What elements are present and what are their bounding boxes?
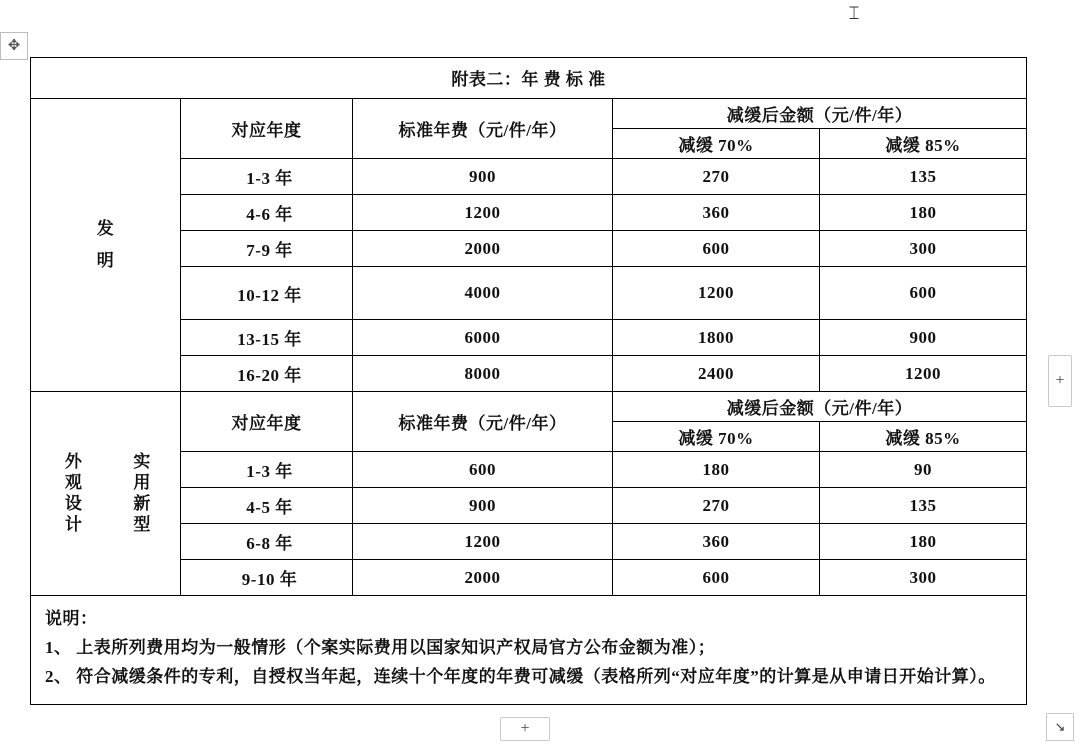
cell-reduce-85: 900 bbox=[820, 320, 1027, 356]
cell-standard-fee: 8000 bbox=[353, 356, 613, 392]
cell-reduce-70: 1800 bbox=[613, 320, 820, 356]
note-item-1: 1、 上表所列费用均为一般情形（个案实际费用以国家知识产权局官方公布金额为准）； bbox=[45, 638, 716, 658]
cell-reduce-70: 360 bbox=[613, 195, 820, 231]
cell-year-range: 4-5 年 bbox=[181, 488, 353, 524]
cell-reduce-70: 600 bbox=[613, 560, 820, 596]
cell-standard-fee: 1200 bbox=[353, 524, 613, 560]
cell-reduce-85: 180 bbox=[820, 524, 1027, 560]
cell-reduce-70: 2400 bbox=[613, 356, 820, 392]
category-invention bbox=[31, 99, 181, 392]
cell-standard-fee: 4000 bbox=[353, 267, 613, 320]
cell-reduce-70: 270 bbox=[613, 159, 820, 195]
cell-standard-fee: 2000 bbox=[353, 560, 613, 596]
add-column-handle[interactable]: + bbox=[1048, 355, 1072, 407]
header-year-range: 对应年度 bbox=[181, 99, 353, 159]
category-design-utility bbox=[31, 392, 181, 596]
note-item-2: 2、 符合减缓条件的专利，自授权当年起，连续十个年度的年费可减缓（表格所列“对应年度”的计算是从申请日开始计算）。 bbox=[45, 667, 996, 687]
cell-reduce-85: 300 bbox=[820, 231, 1027, 267]
header-year-range: 对应年度 bbox=[181, 392, 353, 452]
cell-standard-fee: 2000 bbox=[353, 231, 613, 267]
cell-year-range: 7-9 年 bbox=[181, 231, 353, 267]
header-standard-fee: 标准年费（元/件/年） bbox=[353, 99, 613, 159]
table-move-handle[interactable]: ✥ bbox=[0, 32, 28, 60]
page-title: 附表二：年 费 标 准 bbox=[31, 58, 1027, 99]
cell-reduce-85: 90 bbox=[820, 452, 1027, 488]
cell-year-range: 1-3 年 bbox=[181, 159, 353, 195]
table-row bbox=[31, 195, 1027, 231]
table-row bbox=[31, 231, 1027, 267]
table-row bbox=[31, 452, 1027, 488]
table-row bbox=[31, 159, 1027, 195]
cell-standard-fee: 900 bbox=[353, 159, 613, 195]
cell-reduce-85: 300 bbox=[820, 560, 1027, 596]
invention-header-row-1 bbox=[31, 99, 1027, 129]
design-header-row-1 bbox=[31, 392, 1027, 422]
cell-reduce-70: 1200 bbox=[613, 267, 820, 320]
notes-label: 说明： bbox=[45, 609, 98, 628]
cell-year-range: 16-20 年 bbox=[181, 356, 353, 392]
category-invention-label: 发 bbox=[96, 218, 115, 238]
fee-standard-table bbox=[30, 57, 1027, 705]
table-title-row bbox=[31, 58, 1027, 99]
header-reduce-85: 减缓 85% bbox=[820, 129, 1027, 159]
table-row bbox=[31, 356, 1027, 392]
cell-reduce-85: 600 bbox=[820, 267, 1027, 320]
header-reduce-85: 减缓 85% bbox=[820, 422, 1027, 452]
cell-year-range: 1-3 年 bbox=[181, 452, 353, 488]
table-row bbox=[31, 488, 1027, 524]
cell-reduce-70: 600 bbox=[613, 231, 820, 267]
category-invention-label-2: 明 bbox=[96, 251, 115, 270]
notes-row bbox=[31, 596, 1027, 705]
header-standard-fee: 标准年费（元/件/年） bbox=[353, 392, 613, 452]
cell-standard-fee: 600 bbox=[353, 452, 613, 488]
cell-year-range: 4-6 年 bbox=[181, 195, 353, 231]
table-row bbox=[31, 524, 1027, 560]
cell-reduce-85: 135 bbox=[820, 488, 1027, 524]
cell-standard-fee: 6000 bbox=[353, 320, 613, 356]
fee-standard-table-wrapper bbox=[30, 57, 1026, 705]
header-reduce-70: 减缓 70% bbox=[613, 129, 820, 159]
cell-year-range: 9-10 年 bbox=[181, 560, 353, 596]
cell-reduce-85: 135 bbox=[820, 159, 1027, 195]
cell-year-range: 10-12 年 bbox=[181, 267, 353, 320]
category-design-label: 外观设计 bbox=[61, 451, 81, 536]
text-cursor-caret: ⌶ bbox=[848, 3, 860, 23]
header-reduce-70: 减缓 70% bbox=[613, 422, 820, 452]
cell-reduce-85: 1200 bbox=[820, 356, 1027, 392]
header-reduced-group: 减缓后金额（元/件/年） bbox=[613, 99, 1027, 129]
table-row bbox=[31, 267, 1027, 320]
table-row bbox=[31, 560, 1027, 596]
notes-cell bbox=[31, 596, 1027, 705]
cell-year-range: 6-8 年 bbox=[181, 524, 353, 560]
add-row-handle[interactable]: + bbox=[500, 717, 550, 741]
header-reduced-group: 减缓后金额（元/件/年） bbox=[613, 392, 1027, 422]
cell-reduce-70: 270 bbox=[613, 488, 820, 524]
cell-year-range: 13-15 年 bbox=[181, 320, 353, 356]
cell-standard-fee: 900 bbox=[353, 488, 613, 524]
cell-reduce-85: 180 bbox=[820, 195, 1027, 231]
category-utility-label: 实用新型 bbox=[130, 451, 150, 536]
cell-standard-fee: 1200 bbox=[353, 195, 613, 231]
resize-corner-handle[interactable]: ↘ bbox=[1046, 713, 1074, 741]
cell-reduce-70: 180 bbox=[613, 452, 820, 488]
cell-reduce-70: 360 bbox=[613, 524, 820, 560]
table-row bbox=[31, 320, 1027, 356]
